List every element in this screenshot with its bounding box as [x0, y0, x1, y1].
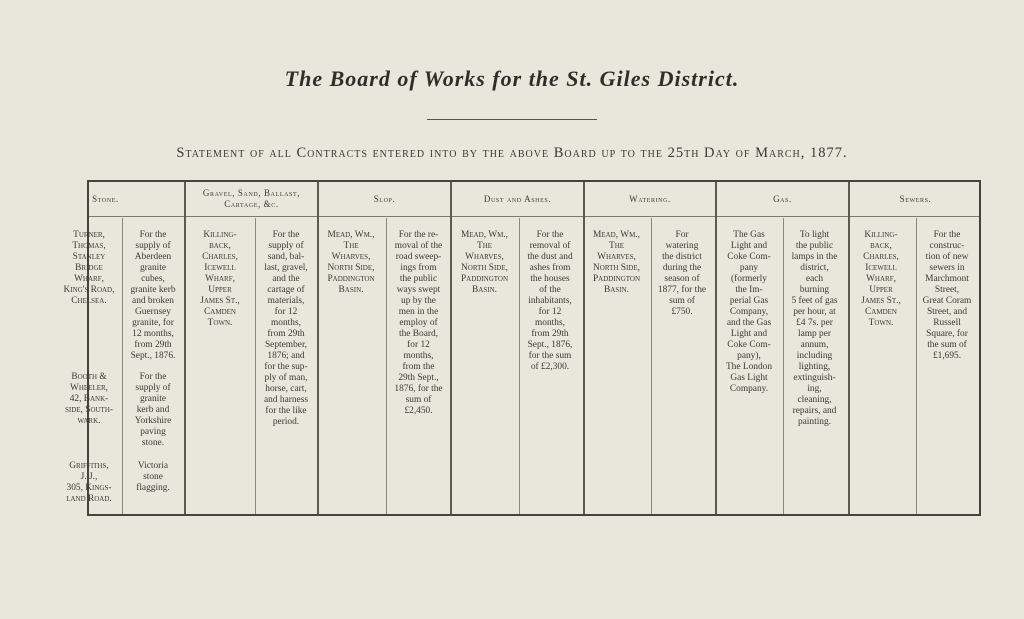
stone-contract-griffiths: Victoria stone flagging.	[136, 461, 170, 493]
slop-contractor: Mead, Wm., The Wharves, North Side, Paddington Basin.	[327, 230, 375, 295]
sewers-contractor: Killing- back, Charles, Icewell Wharf, Upper James St., Camden Town.	[861, 230, 901, 328]
gravel-contractor: Killing- back, Charles, Icewell Wharf, Upper James St., Camden Town.	[200, 230, 240, 328]
stone-contractor-booth: Booth & Wheeler, 42, Bank- side, South- wark.	[64, 372, 114, 426]
sewers-contract: For the construc- tion of new sewers in Marchmont Street, Great Coram Street, and Russell Square, for the sum of £1,695.	[922, 230, 972, 361]
section-header-slop: Slop.	[373, 193, 396, 204]
statement-subtitle: Statement of all Contracts entered into by the above Board up to the 25th Day of March, 1877.	[176, 145, 848, 161]
stone-contract-booth: For the supply of granite kerb and Yorkshire paving stone.	[134, 372, 172, 448]
gas-contract: To light the public lamps in the district, each burning 5 feet of gas per hour, at £4 7s. per lamp per annum, including lighting, extinguish- ing, cleaning, repairs, and painting.	[791, 230, 838, 427]
dust-contract: For the removal of the dust and ashes from the houses of the inhabitants, for 12 months, from 29th Sept., 1876, for the sum of £2,300.	[527, 230, 573, 372]
header-rule	[89, 216, 979, 217]
gas-contractor: The Gas Light and Coke Com- pany (formerly the Im- perial Gas Company, and the Gas Light and Coke Com- pany), The London Gas Light Company.	[725, 230, 773, 394]
title-divider	[427, 119, 597, 120]
section-header-sewers: Sewers.	[899, 193, 932, 204]
slop-contract: For the re- moval of the road sweep- ings from the public ways swept up by the men in the employ of the Board, for 12 months, from the 29th Sept., 1876, for the sum of £2,450.	[394, 230, 443, 416]
gravel-contract: For the supply of sand, bal- last, gravel, and the cartage of materials, for 12 months, from 29th September, 1876; and for the sup- ply of man, horse, cart, and harness for the like period.	[264, 230, 308, 427]
stone-contract-turner: For the supply of Aberdeen granite cubes, granite kerb and broken Guernsey granite, for 12 months, from 29th Sept., 1876.	[130, 230, 176, 361]
section-header-stone: Stone.	[92, 193, 119, 204]
section-header-dust: Dust and Ashes.	[483, 193, 552, 204]
section-header-watering: Watering.	[629, 193, 671, 204]
section-header-gas: Gas.	[773, 193, 792, 204]
stone-contractor-turner: Turner, Thomas, Stanley Bridge Wharf, King's Road, Chelsea.	[63, 230, 115, 306]
dust-contractor: Mead, Wm., The Wharves, North Side, Paddington Basin.	[460, 230, 509, 295]
stone-contractor-griffiths: Griffiths, J. J., 305, Kings- land Road.	[66, 461, 112, 504]
section-header-gravel: Gravel, Sand, Ballast, Cartage, &c.	[202, 188, 301, 209]
watering-contractor: Mead, Wm., The Wharves, North Side, Paddington Basin.	[592, 230, 641, 295]
page-title: The Board of Works for the St. Giles District.	[284, 66, 740, 91]
watering-contract: For watering the district during the season of 1877, for the sum of £750.	[657, 230, 707, 317]
